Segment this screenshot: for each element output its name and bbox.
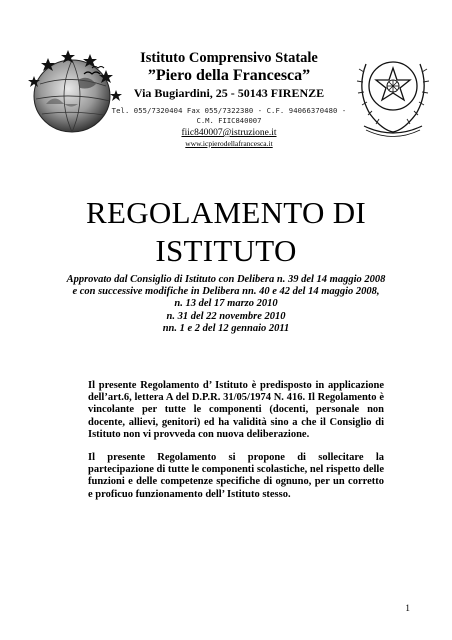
website-link[interactable]: www.icpierodellafrancesca.it: [185, 139, 273, 148]
document-title: [30, 194, 422, 270]
approval-line-5: nn. 1 e 2 del 12 gennaio 2011: [162, 322, 290, 334]
approval-line-1: Approvato dal Consiglio di Istituto con Delibera n. 39 del 14 maggio 2008: [66, 274, 386, 285]
institute-address: Via Bugiardini, 25 - 50143 FIRENZE: [133, 86, 325, 100]
institute-type: Istituto Comprensivo Statale: [140, 50, 318, 66]
body-paragraph-1: Il presente Regolamento d’ Istituto è predisposto in applicazione dell’art.6, lettera A del D.P.R. 31/05/1974 N. 416. Il Regolamento è vincolante per tutte le componenti (docenti, personale non docente, allievi, genitori) ed ha validità sino a che il Consiglio di Istituto non vi provveda con nuova deliberazione.: [88, 380, 384, 440]
institute-name: ”Piero della Francesca”: [147, 67, 311, 84]
document-title-line-2: ISTITUTO: [155, 233, 297, 268]
approval-line-4: n. 31 del 22 novembre 2010: [166, 310, 286, 322]
repubblica-italiana-emblem-icon: [356, 42, 430, 140]
email-link[interactable]: fiic840007@istruzione.it: [181, 128, 277, 138]
approval-line-2: e con successive modifiche in Delibera nn. 40 e 42 del 14 maggio 2008,: [72, 286, 380, 298]
body-paragraph-2: Il presente Regolamento si propone di sollecitare la partecipazione di tutte le componenti scolastiche, nel rispetto delle funzioni e delle competenze specifiche di ognuno, per un corretto e proficuo funzionamento dell’ Istituto stesso.: [88, 452, 384, 500]
approval-line-3: n. 13 del 17 marzo 2010: [174, 298, 278, 310]
approval-notes: [40, 274, 412, 335]
mechanographic-code: C.M. FIIC840007: [196, 116, 262, 125]
contact-phone-fax-line: Tel. 055/7320404 Fax 055/7322380 - C.F. 94066370480 -: [111, 106, 347, 115]
document-title-line-1: REGOLAMENTO DI: [85, 195, 367, 230]
page-number: 1: [405, 604, 410, 614]
